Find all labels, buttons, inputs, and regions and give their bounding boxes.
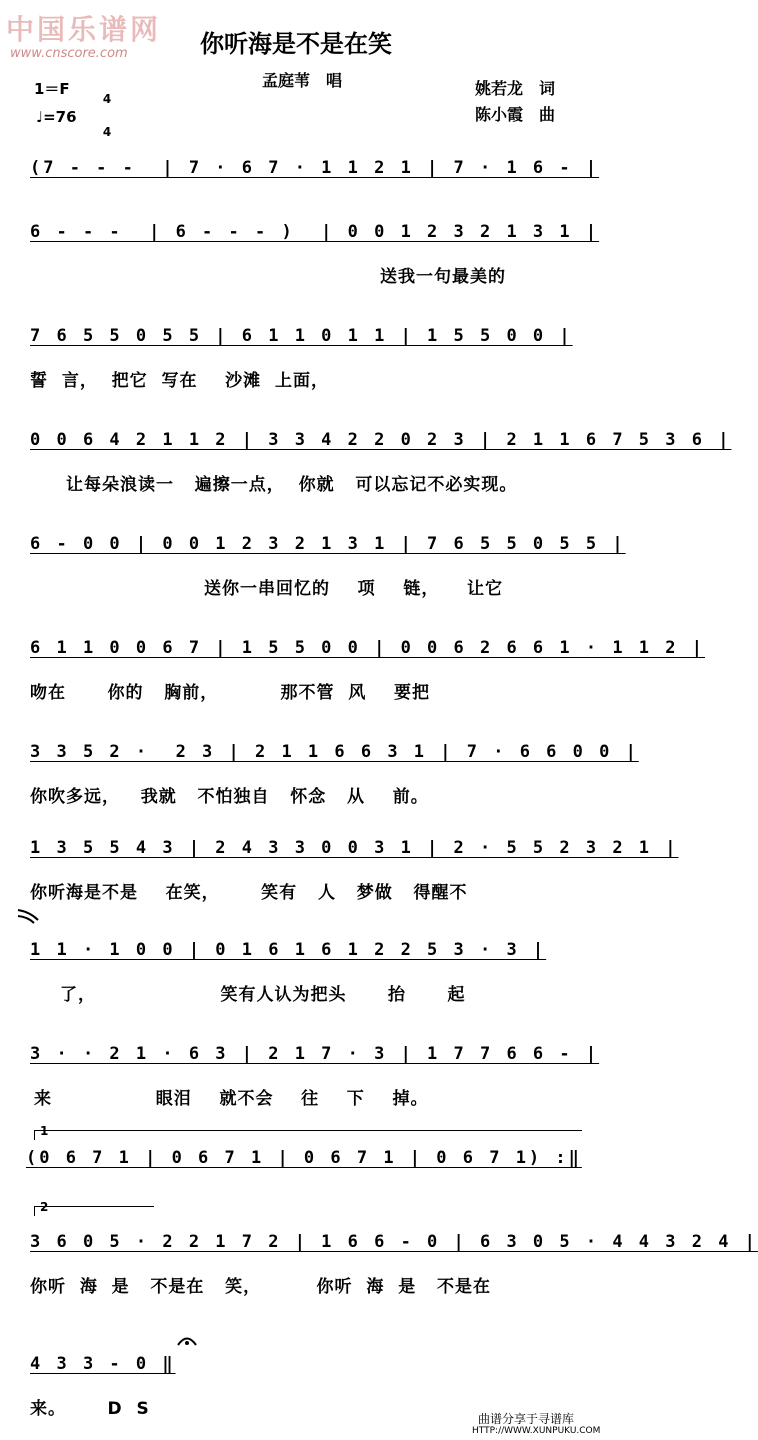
page-title: 你听海是不是在笑 <box>200 30 392 58</box>
first-ending-number: 1 <box>40 1124 49 1138</box>
score-line-4-lyrics: 让每朵浪读一 遍擦一点， 你就 可以忘记不必实现。 <box>66 475 518 495</box>
score-line-12-notes: 3 6 0 5 · 2 2 1 7 2 | 1 6 6 - 0 | 6 3 0 5 · 4 4 3 2 4 | <box>30 1232 758 1252</box>
watermark-site-name: 中国乐谱网 <box>6 13 162 46</box>
second-ending-bracket <box>34 1206 154 1215</box>
score-line-6-notes: 6 1 1 0 0 6 7 | 1 5 5 0 0 | 0 0 6 2 6 6 1 · 1 1 2 | <box>30 638 705 658</box>
first-ending-bracket <box>34 1130 582 1139</box>
score-line-12-lyrics: 你听 海 是 不是在 笑， 你听 海 是 不是在 <box>30 1277 491 1297</box>
time-signature-bottom: 4 <box>102 125 112 139</box>
footer-source-url: HTTP://WWW.XUNPUKU.COM <box>472 1426 601 1436</box>
score-line-4-notes: 0 0 6 4 2 1 1 2 | 3 3 4 2 2 0 2 3 | 2 1 1 6 7 5 3 6 | <box>30 430 732 450</box>
score-line-8-notes: 1 3 5 5 4 3 | 2 4 3 3 0 0 3 1 | 2 · 5 5 2 3 2 1 | <box>30 838 679 858</box>
score-line-7-lyrics: 你吹多远， 我就 不怕独自 怀念 从 前。 <box>30 787 429 807</box>
score-line-6-lyrics: 吻在 你的 胸前， 那不管 风 要把 <box>30 683 431 703</box>
score-line-13-lyrics: 来。 D S <box>30 1399 150 1419</box>
score-line-10-lyrics: 来 眼泪 就不会 往 下 掉。 <box>34 1089 429 1109</box>
breath-mark-icon <box>16 906 42 924</box>
score-line-1-notes: (7 - - - | 7 · 6 7 · 1 1 2 1 | 7 · 1 6 - | <box>30 158 600 178</box>
score-line-10-notes: 3 · · 2 1 · 6 3 | 2 1 7 · 3 | 1 7 7 6 6 - | <box>30 1044 600 1064</box>
footer-source-text: 曲谱分享于寻谱库 <box>478 1412 575 1426</box>
score-line-5-lyrics: 送你一串回忆的 项 链， 让它 <box>204 579 504 599</box>
score-line-7-notes: 3 3 5 2 · 2 3 | 2 1 1 6 6 3 1 | 7 · 6 6 0 0 | <box>30 742 639 762</box>
score-line-5-notes: 6 - 0 0 | 0 0 1 2 3 2 1 3 1 | 7 6 5 5 0 5 5 | <box>30 534 626 554</box>
tempo-marking: ♩=76 <box>36 108 77 126</box>
first-ending-bracket-edge <box>34 1130 35 1140</box>
second-ending-bracket-edge <box>34 1206 35 1216</box>
key-signature: 1＝F <box>34 80 70 98</box>
score-line-3-notes: 7 6 5 5 0 5 5 | 6 1 1 0 1 1 | 1 5 5 0 0 | <box>30 326 573 346</box>
second-ending-number: 2 <box>40 1200 49 1214</box>
singer-credit: 孟庭苇 唱 <box>262 71 343 90</box>
composer-credit: 陈小霞 曲 <box>475 105 556 124</box>
score-line-8-lyrics: 你听海是不是 在笑， 笑有 人 梦做 得醒不 <box>30 883 468 903</box>
score-line-3-lyrics: 誓 言， 把它 写在 沙滩 上面， <box>30 371 330 391</box>
score-line-2-notes: 6 - - - | 6 - - - ) | 0 0 1 2 3 2 1 3 1 | <box>30 222 600 242</box>
score-line-9-lyrics: 了， 笑有人认为把头 抬 起 <box>60 985 466 1005</box>
lyricist-credit: 姚若龙 词 <box>475 79 556 98</box>
fermata-icon <box>176 1332 198 1348</box>
time-signature-top: 4 <box>102 92 112 106</box>
time-signature <box>100 72 114 149</box>
score-line-11-notes: (0 6 7 1 | 0 6 7 1 | 0 6 7 1 | 0 6 7 1) :‖ <box>26 1148 582 1168</box>
watermark-url: www.cnscore.com <box>10 46 128 61</box>
score-line-9-notes: 1 1 · 1 0 0 | 0 1 6 1 6 1 2 2 5 3 · 3 | <box>30 940 547 960</box>
score-line-2-lyrics: 送我一句最美的 <box>380 267 506 287</box>
score-line-13-notes: 4 3 3 - 0 ‖ <box>30 1354 176 1374</box>
